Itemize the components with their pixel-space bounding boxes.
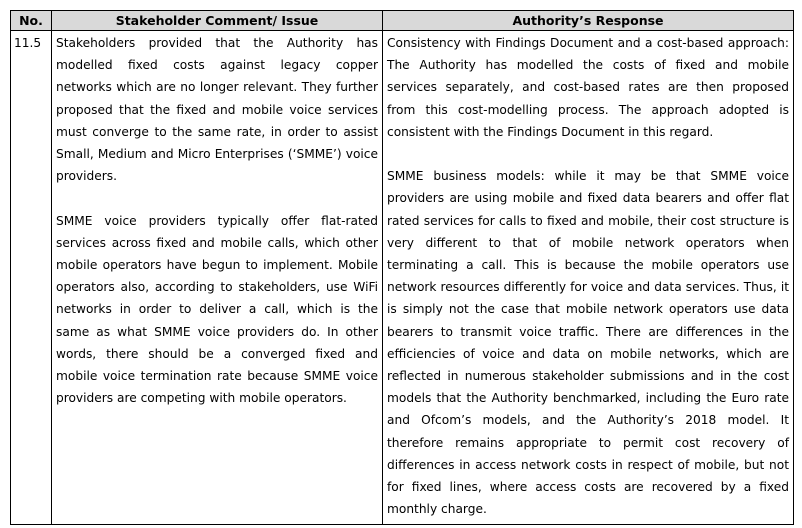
table-row xyxy=(11,31,794,525)
comment-paragraph: Stakeholders provided that the Authority has modelled fixed costs against legacy copper networks which are no longer relevant. They further proposed that the fixed and mobile voice services must converge to the same rate, in order to assist Small, Medium and Micro Enterprises (‘SMME’) voice providers. xyxy=(56,36,378,184)
comments-table xyxy=(10,10,794,525)
header-no: No. xyxy=(11,11,52,31)
header-stakeholder-comment: Stakeholder Comment/ Issue xyxy=(52,11,383,31)
authority-response-cell xyxy=(383,31,794,525)
comment-paragraph: SMME voice providers typically offer flat-rated services across fixed and mobile calls, which other mobile operators have begun to implement. Mobile operators also, according to stakeholders, use WiFi networks in order to deliver a call, which is the same as what SMME voice providers do. In other words, there should be a converged fixed and mobile voice termination rate because SMME voice providers are competing with mobile operators. xyxy=(56,213,378,406)
response-paragraph: Consistency with Findings Document and a cost-based approach: The Authority has modelled the costs of fixed and mobile services separately, and cost-based rates are then proposed from this cost-modelling process. The approach adopted is consistent with the Findings Document in this regard. xyxy=(387,36,789,139)
header-row xyxy=(11,11,794,31)
stakeholder-comment-cell xyxy=(52,31,383,525)
row-number: 11.5 xyxy=(11,31,52,525)
response-paragraph: SMME business models: while it may be that SMME voice providers are using mobile and fixed data bearers and offer flat rated services for calls to fixed and mobile, their cost structure is very different to that of mobile network operators when terminating a call. This is because the mobile operators use network resources differently for voice and data services. Thus, it is simply not the case that mobile network operators use data bearers to transmit voice traffic. There are differences in the efficiencies of voice and data on mobile networks, which are reflected in numerous stakeholder submissions and in the cost models that the Authority benchmarked, including the Euro rate and Ofcom’s models, and the Authority’s 2018 model. It therefore remains appropriate to permit cost recovery of differences in access network costs in respect of mobile, but not for fixed lines, where access costs are recovered by a fixed monthly charge. xyxy=(387,169,789,517)
header-authority-response: Authority’s Response xyxy=(383,11,794,31)
